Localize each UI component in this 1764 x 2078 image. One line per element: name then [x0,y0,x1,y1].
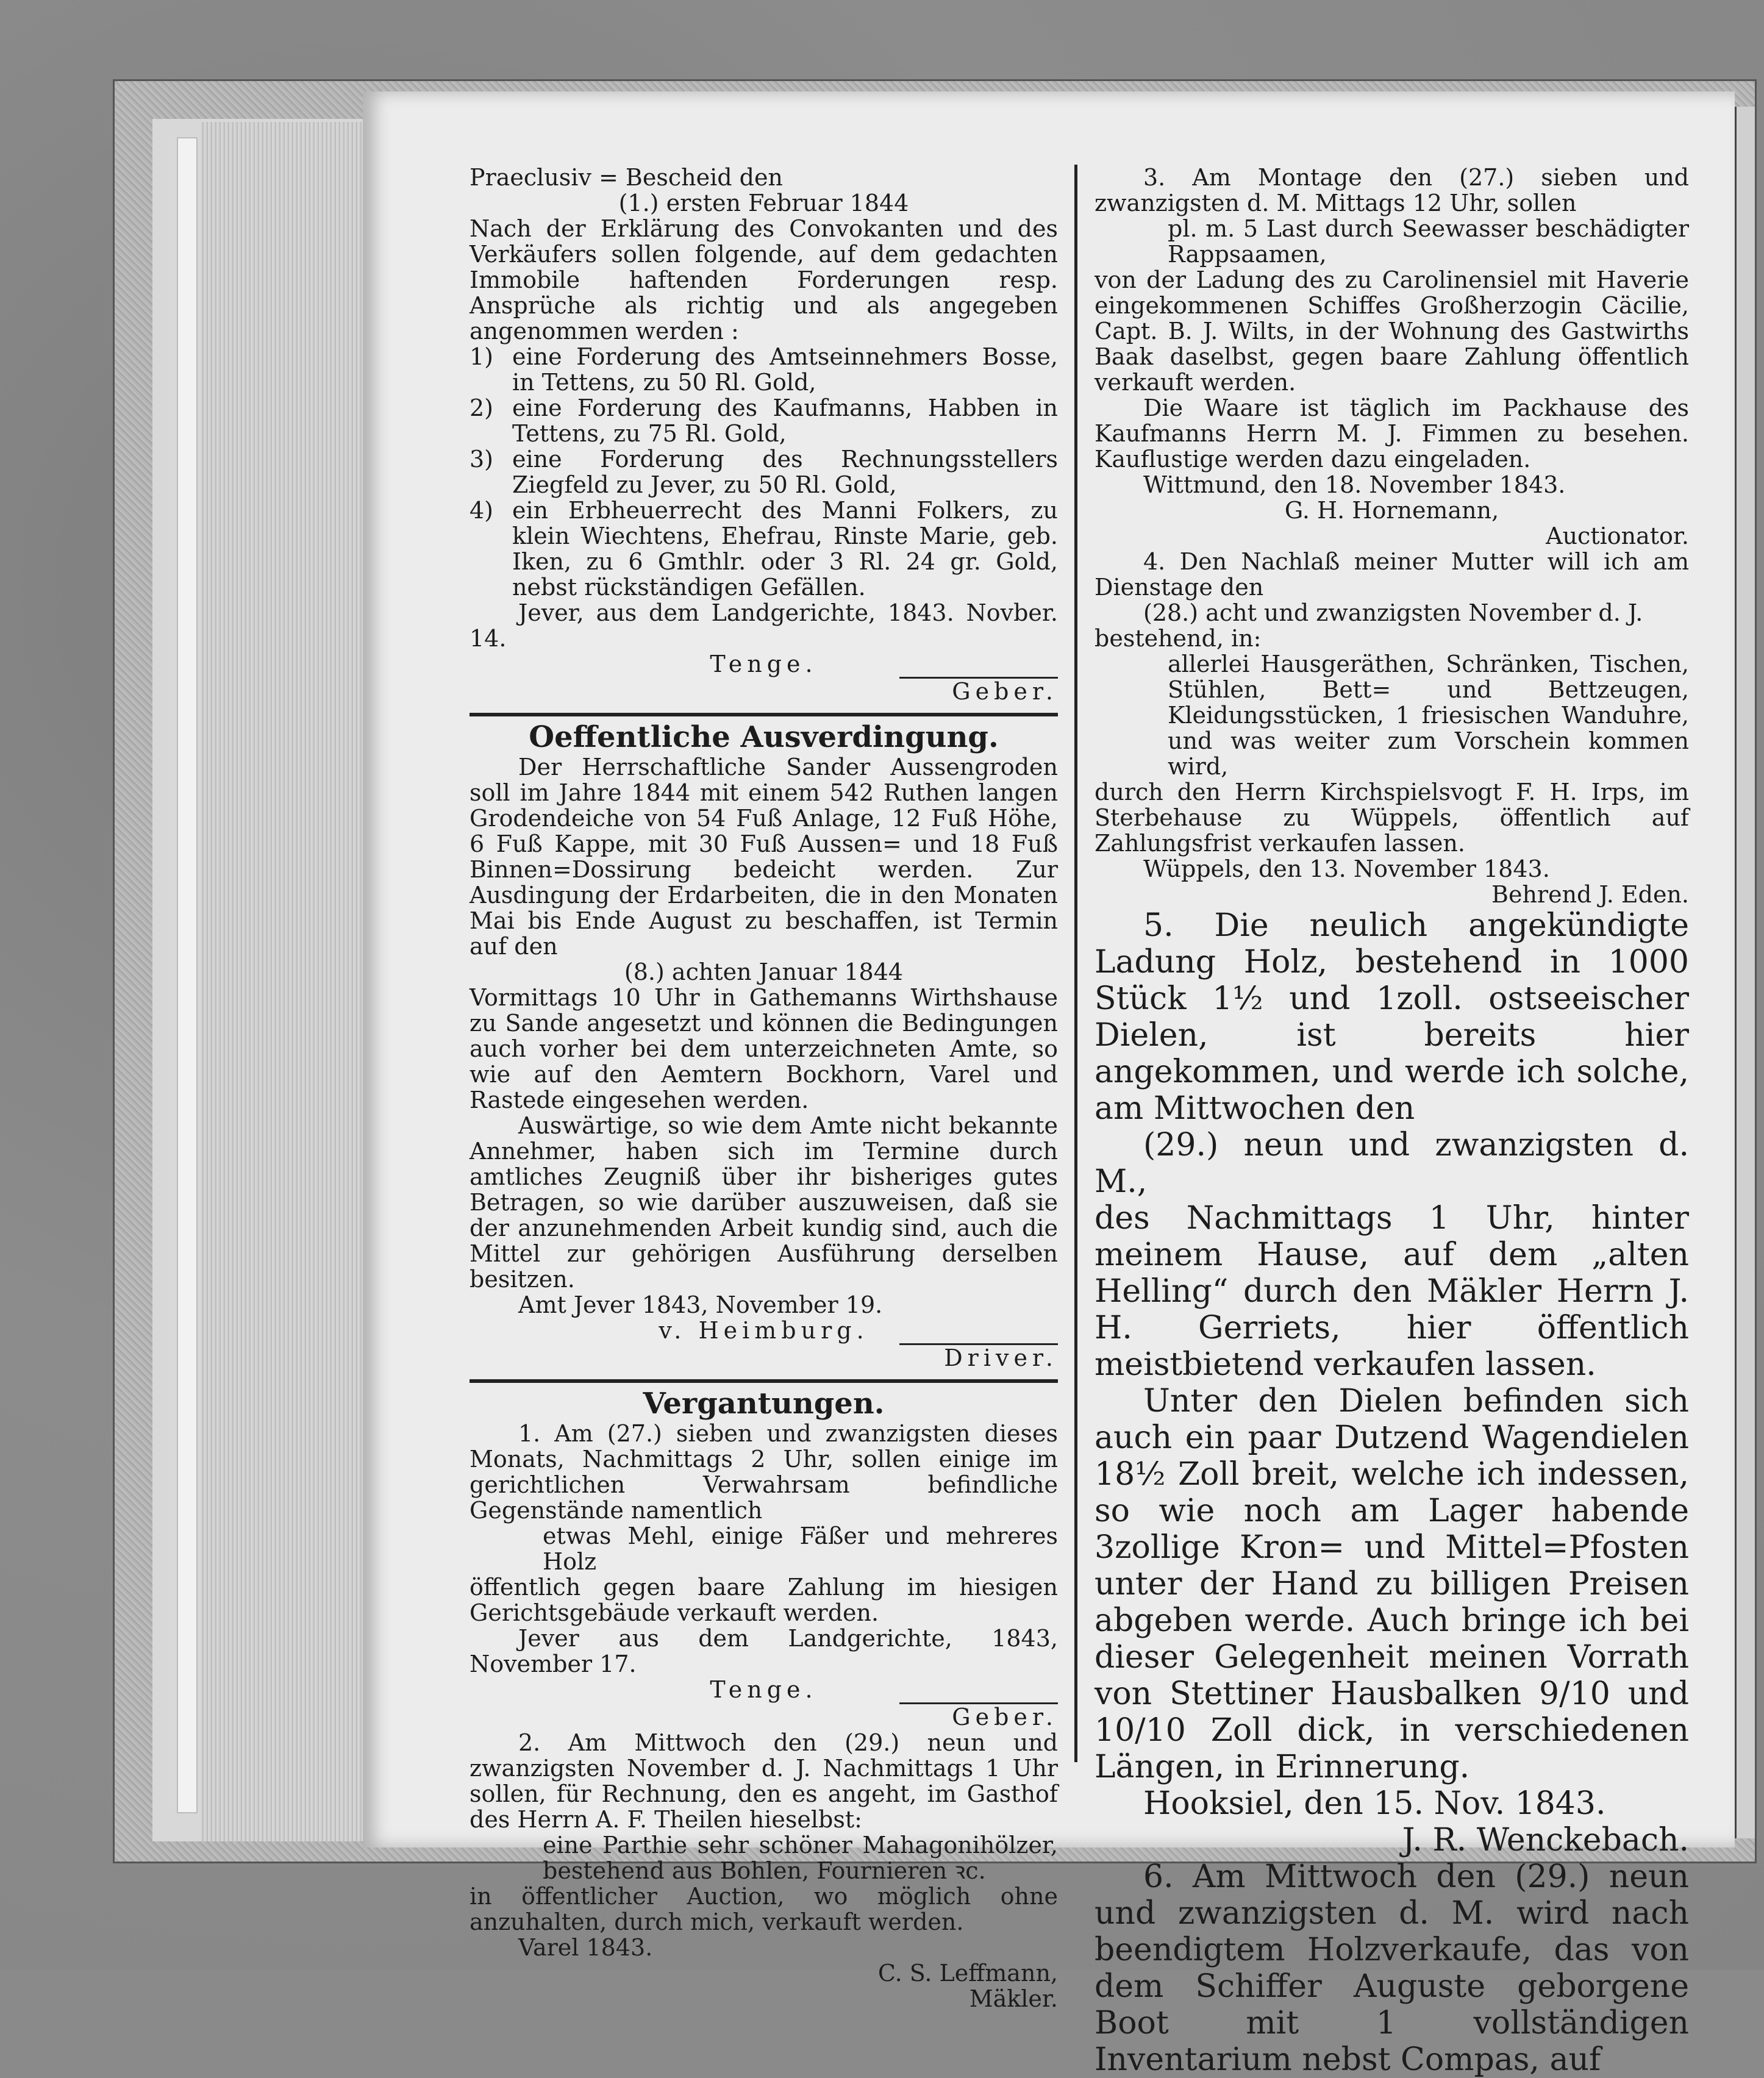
column-divider [1074,165,1077,1762]
claim-text: eine Forderung des Rechnungsstellers Ziegfeld zu Jever, zu 50 Rl. Gold, [512,446,1058,498]
claim-number: 3) [470,446,494,473]
auction-signer: C. S. Leffmann, [877,1960,1058,1987]
section-rule [470,713,1058,720]
claim-number: 4) [470,497,494,524]
claim-text: eine Forderung des Kaufmanns, Habben in Tettens, zu 75 Rl. Gold, [512,395,1058,447]
auction-notice: Unter den Dielen befinden sich auch ein paar Dutzend Wagendielen 18½ Zoll breit, welche ich indessen, so wie noch am Lager habende 3zollige Kron= und Mittel=Pfosten unter der Hand zu billigen Preisen abgeben werde. Auch bringe ich bei dieser Gelegenheit meinen Vorrath von Stettiner Hausbalken 9/10 und 10/10 Zoll dick, in verschiedenen Längen, in Erinnerung. [1094,1383,1689,1785]
auction-place: Wittmund, den 18. November 1843. [1143,471,1566,498]
ausverdingung-paragraph: Der Herrschaftliche Sander Aussengroden soll im Jahre 1844 mit einem 542 Ruthen langen Grodendeiche von 54 Fuß Anlage, 12 Fuß Höhe, 6 Fuß Kappe, mit 30 Fuß Aussen= und 18 Fuß Binnen=Dossirung bedeicht werden. Zur Ausdingung der Erdarbeiten, die in den Monaten Mai bis Ende August zu beschaffen, ist Termin auf den [470,754,1058,960]
praeclusiv-signer: Tenge. [710,651,818,677]
praeclusiv-date: (1.) ersten Februar 1844 [618,190,909,216]
claim-item [470,446,1058,498]
auction-notice: 5. Die neulich angekündigte Ladung Holz, bestehend in 1000 Stück 1½ und 1zoll. ostseeischer Dielen, ist bereits hier angekommen, und werde ich solche, am Mittwochen den [1094,907,1689,1127]
auction-notice: bestehend, in: [1094,625,1262,652]
left-column [470,165,1058,2012]
auction-role: Mäkler. [969,1985,1058,2012]
auction-notice: von der Ladung des zu Carolinensiel mit Haverie eingekommenen Schiffes Großherzogin Cäcilie, Capt. B. J. Wilts, in der Wohnung des Gastwirths Baak daselbst, gegen baare Zahlung öffentlich verkauft werden. [1094,266,1689,396]
auction-notice: in öffentlicher Auction, wo möglich ohne anzuhalten, durch mich, verkauft werden. [470,1883,1058,1935]
auction-signer: Behrend J. Eden. [1491,881,1689,908]
auction-notice: durch den Herrn Kirchspielsvogt F. H. Irps, im Sterbehause zu Wüppels, öffentlich auf Zahlungsfrist verkaufen lassen. [1094,779,1689,857]
auction-notice: 3. Am Montage den (27.) sieben und zwanzigsten d. M. Mittags 12 Uhr, sollen [1094,164,1689,216]
right-column [1094,165,1689,2078]
praeclusiv-title: Praeclusiv = Bescheid den [470,164,783,191]
ausverdingung-paragraph: Auswärtige, so wie dem Amte nicht bekannte Annehmer, haben sich im Termine durch amtliches Zeugniß über ihr bisheriges gutes Betragen, so wie darüber auszuweisen, daß sie der anzunehmenden Arbeit kundig sind, auch die Mittel zur gehörigen Ausführung derselben besitzen. [470,1112,1058,1293]
section-rule [470,1379,1058,1387]
auction-goods: pl. m. 5 Last durch Seewasser beschädigter Rappsaamen, [1168,215,1689,268]
claim-item [470,344,1058,395]
next-page-edge [1735,107,1755,1838]
page-edges [201,122,363,1841]
praeclusiv-intro: Nach der Erklärung des Convokanten und des Verkäufers sollen folgende, auf dem gedachten Immobile haftenden Forderungen resp. Ansprüche als richtig und als angegeben angenommen werden : [470,215,1058,345]
claim-item [470,395,1058,446]
auction-goods: allerlei Hausgeräthen, Schränken, Tischen, Stühlen, Bett= und Bettzeugen, Kleidungsstücken, 1 friesischen Wanduhre, und was weiter zum Vorschein kommen wird, [1168,651,1689,780]
auction-signer: Tenge. [710,1676,818,1703]
auction-goods: etwas Mehl, einige Fäßer und mehreres Holz [543,1523,1058,1575]
auction-place: Jever aus dem Landgerichte, 1843, November 17. [470,1625,1058,1677]
ausverdingung-clerk: Driver. [899,1343,1058,1371]
auction-notice: Die Waare ist täglich im Packhause des Kaufmanns Herrn M. J. Fimmen zu besehen. Kauflustige werden dazu eingeladen. [1094,395,1689,473]
claim-text: eine Forderung des Amtseinnehmers Bosse, in Tettens, zu 50 Rl. Gold, [512,343,1058,396]
auction-notice: 4. Den Nachlaß meiner Mutter will ich am Dienstage den [1094,548,1689,601]
praeclusiv-place: Jever, aus dem Landgerichte, 1843. Novber. 14. [470,599,1058,652]
auction-notice: 1. Am (27.) sieben und zwanzigsten dieses Monats, Nachmittags 2 Uhr, sollen einige im gerichtlichen Verwahrsam befindliche Gegenstände namentlich [470,1420,1058,1524]
vergantungen-heading: Vergantungen. [643,1387,885,1421]
auction-date: (29.) neun und zwanzigsten d. M., [1094,1127,1689,1200]
auction-clerk: Geber. [899,1702,1058,1730]
claim-number: 2) [470,395,494,421]
ausverdingung-signer: v. Heimburg. [659,1317,869,1344]
claim-item [470,498,1058,600]
auction-role: Auctionator. [1546,523,1689,549]
ausverdingung-place: Amt Jever 1843, November 19. [518,1291,883,1318]
auction-date: (28.) acht und zwanzigsten November d. J. [1143,599,1643,626]
ausverdingung-heading: Oeffentliche Ausverdingung. [529,720,999,754]
auction-notice: 6. Am Mittwoch den (29.) neun und zwanzigsten d. M. wird nach beendigtem Holzverkaufe, das von dem Schiffer Auguste geborgene Boot mit 1 vollständigen Inventarium nebst Compas, auf [1094,1858,1689,2078]
praeclusiv-clerk: Geber. [899,677,1058,704]
auction-goods: eine Parthie sehr schöner Mahagonihölzer, bestehend aus Bohlen, Fournieren ꝛc. [543,1832,1058,1884]
auction-notice: des Nachmittags 1 Uhr, hinter meinem Hause, auf dem „alten Helling“ durch den Mäkler Herrn J. H. Gerriets, hier öffentlich meistbietend verkaufen lassen. [1094,1200,1689,1383]
auction-notice: öffentlich gegen baare Zahlung im hiesigen Gerichtsgebäude verkauft werden. [470,1574,1058,1626]
auction-notice: 2. Am Mittwoch den (29.) neun und zwanzigsten November d. J. Nachmittags 1 Uhr sollen, für Rechnung, den es angeht, im Gasthof des Herrn A. F. Theilen hieselbst: [470,1729,1058,1833]
auction-place: Hooksiel, den 15. Nov. 1843. [1143,1785,1606,1822]
claim-text: ein Erbheuerrecht des Manni Folkers, zu klein Wiechtens, Ehefrau, Rinste Marie, geb. Iken, zu 6 Gmthlr. oder 3 Rl. 24 gr. Gold, nebst rückständigen Gefällen. [512,497,1058,601]
auction-place: Wüppels, den 13. November 1843. [1143,855,1550,882]
inner-margin-strip [177,137,198,1813]
ausverdingung-date: (8.) achten Januar 1844 [624,959,904,985]
auction-signer: G. H. Hornemann, [1284,497,1499,524]
claim-number: 1) [470,343,494,370]
auction-signer: J. R. Wenckebach. [1402,1822,1689,1858]
wenckebach-notice [1094,907,1689,2078]
auction-place: Varel 1843. [518,1934,653,1961]
ausverdingung-paragraph: Vormittags 10 Uhr in Gathemanns Wirthshause zu Sande angesetzt und können die Bedingungen auch vorher bei dem unterzeichneten Amte, so wie auf den Aemtern Bockhorn, Varel und Rastede eingesehen werden. [470,984,1058,1113]
